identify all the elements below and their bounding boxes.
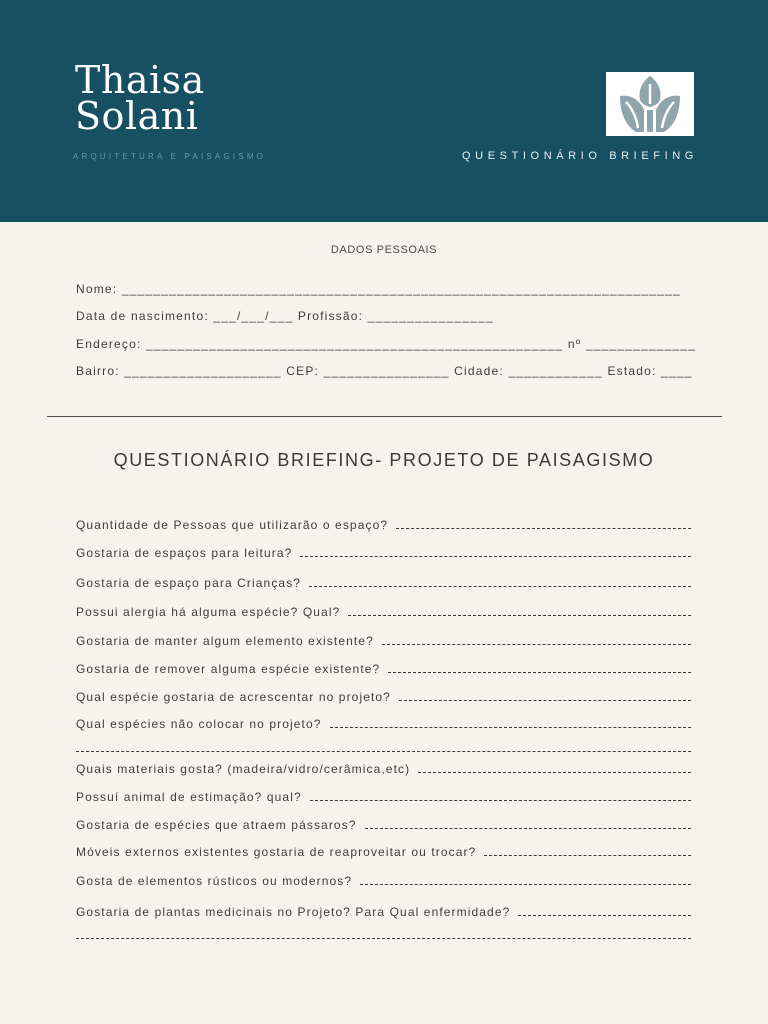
document-type: QUESTIONÁRIO BRIEFING xyxy=(462,150,698,162)
personal-data-title: DADOS PESSOAIS xyxy=(330,244,438,256)
answer-line[interactable] xyxy=(310,799,691,801)
answer-line-extra[interactable] xyxy=(76,751,691,752)
question-label: Móveis externos existentes gostaria de reaproveitar ou trocar? xyxy=(76,845,477,859)
answer-line[interactable] xyxy=(396,527,691,529)
question-row[interactable] xyxy=(76,818,691,832)
question-label: Gostaria de espaço para Crianças? xyxy=(76,576,302,590)
question-label: Possuí animal de estimação? qual? xyxy=(76,790,302,804)
question-row[interactable] xyxy=(76,845,691,859)
answer-line[interactable] xyxy=(518,914,691,916)
answer-line[interactable] xyxy=(309,585,691,587)
answer-line[interactable] xyxy=(360,883,691,885)
question-row[interactable] xyxy=(76,874,691,888)
header-banner xyxy=(0,0,768,222)
question-label: Gosta de elementos rústicos ou modernos? xyxy=(76,874,353,888)
question-label: Qual espécie gostaria de acrescentar no projeto? xyxy=(76,690,391,704)
questionnaire-title: QUESTIONÁRIO BRIEFING- PROJETO DE PAISAGISMO xyxy=(113,450,655,470)
question-label: Gostaria de espaços para leitura? xyxy=(76,546,293,560)
question-label: Qual espécies não colocar no projeto? xyxy=(76,717,322,731)
question-row[interactable] xyxy=(76,518,691,532)
question-row[interactable] xyxy=(76,717,691,731)
answer-line-extra[interactable] xyxy=(76,938,691,939)
question-row[interactable] xyxy=(76,762,691,776)
question-row[interactable] xyxy=(76,576,691,590)
question-row[interactable] xyxy=(76,605,691,619)
answer-line[interactable] xyxy=(399,699,691,701)
answer-line[interactable] xyxy=(348,614,691,616)
question-row[interactable] xyxy=(76,690,691,704)
question-label: Possui alergia há alguma espécie? Qual? xyxy=(76,605,341,619)
section-divider xyxy=(47,416,722,417)
answer-line[interactable] xyxy=(484,854,691,856)
question-label: Quantidade de Pessoas que utilizarão o espaço? xyxy=(76,518,389,532)
answer-line[interactable] xyxy=(382,643,691,645)
name-field[interactable]: Nome: _______________________________________________________________________ xyxy=(76,282,681,296)
question-label: Gostaria de remover alguma espécie existente? xyxy=(76,662,381,676)
question-row[interactable] xyxy=(76,634,691,648)
answer-line[interactable] xyxy=(300,555,691,557)
question-label: Quais materiais gosta? (madeira/vidro/cerâmica,etc) xyxy=(76,762,411,776)
question-label: Gostaria de plantas medicinais no Projeto? Para Qual enfermidade? xyxy=(76,905,511,919)
question-row[interactable] xyxy=(76,905,691,919)
logo xyxy=(606,72,694,136)
answer-line[interactable] xyxy=(418,771,691,773)
brand-subtitle: ARQUITETURA E PAISAGISMO xyxy=(73,152,267,161)
question-label: Gostaria de espécies que atraem pássaros? xyxy=(76,818,357,832)
answer-line[interactable] xyxy=(388,671,691,673)
question-label: Gostaria de manter algum elemento existente? xyxy=(76,634,374,648)
birthdate-profession-field[interactable]: Data de nascimento: ___/___/___ Profissão: ________________ xyxy=(76,309,494,323)
question-row[interactable] xyxy=(76,790,691,804)
brand-name xyxy=(75,58,205,138)
brand-name-line2: Solani xyxy=(75,94,199,138)
question-row[interactable] xyxy=(76,546,691,560)
neighborhood-zip-city-state-field[interactable]: Bairro: ____________________ CEP: ________________ Cidade: ____________ Estado: ____ xyxy=(76,364,693,378)
answer-line[interactable] xyxy=(365,827,691,829)
brand-name-line1: Thaisa xyxy=(75,58,205,102)
lotus-leaf-icon xyxy=(614,74,686,134)
question-row[interactable] xyxy=(76,662,691,676)
address-field[interactable]: Endereço: _____________________________________________________ nº ______________ xyxy=(76,337,697,351)
answer-line[interactable] xyxy=(330,726,692,728)
